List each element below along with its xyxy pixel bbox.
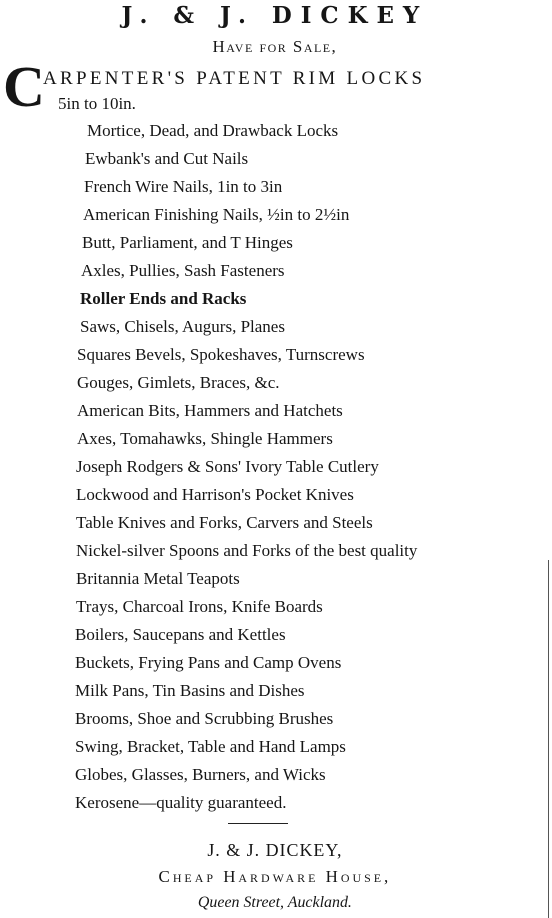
list-item: American Finishing Nails, ½in to 2½in xyxy=(83,205,350,224)
list-item: Saws, Chisels, Augurs, Planes xyxy=(80,317,285,336)
list-item: Butt, Parliament, and T Hinges xyxy=(82,233,293,252)
list-item: Trays, Charcoal Irons, Knife Boards xyxy=(76,597,323,616)
lead-dropcap: C xyxy=(3,54,45,119)
list-item: French Wire Nails, 1in to 3in xyxy=(84,177,283,196)
list-item: Axles, Pullies, Sash Fasteners xyxy=(81,261,285,280)
list-item: Britannia Metal Teapots xyxy=(76,569,240,588)
list-item: Nickel-silver Spoons and Forks of the best quality xyxy=(76,541,418,560)
merchant-name-heading: J. & J. DICKEY xyxy=(121,2,429,29)
list-item: Table Knives and Forks, Carvers and Steels xyxy=(76,513,373,532)
footer-address: Queen Street, Auckland. xyxy=(197,894,352,911)
list-item: Swing, Bracket, Table and Hand Lamps xyxy=(75,737,346,756)
list-item: Brooms, Shoe and Scrubbing Brushes xyxy=(75,709,334,728)
section-divider xyxy=(228,823,288,824)
have-for-sale-subheading: Have for Sale, xyxy=(212,37,338,56)
list-item: Roller Ends and Racks xyxy=(80,289,247,308)
list-item: Axes, Tomahawks, Shingle Hammers xyxy=(77,429,333,448)
column-edge-rule xyxy=(548,560,549,918)
list-item: Squares Bevels, Spokeshaves, Turnscrews xyxy=(77,345,365,364)
list-item: Joseph Rodgers & Sons' Ivory Table Cutlery xyxy=(76,457,379,476)
lead-item-title: ARPENTER'S PATENT RIM LOCKS xyxy=(43,68,426,89)
list-item: Mortice, Dead, and Drawback Locks xyxy=(87,121,339,140)
list-item: Kerosene—quality guaranteed. xyxy=(75,793,287,812)
footer-store-name: Cheap Hardware House, xyxy=(158,867,392,886)
list-item: Boilers, Saucepans and Kettles xyxy=(75,625,286,644)
list-item: Globes, Glasses, Burners, and Wicks xyxy=(75,765,326,784)
footer-merchant-name: J. & J. DICKEY, xyxy=(207,840,343,860)
list-item: Ewbank's and Cut Nails xyxy=(85,149,249,168)
list-item: Buckets, Frying Pans and Camp Ovens xyxy=(75,653,342,672)
list-item: Milk Pans, Tin Basins and Dishes xyxy=(75,681,305,700)
lead-item-size: 5in to 10in. xyxy=(58,94,136,113)
list-item: Lockwood and Harrison's Pocket Knives xyxy=(76,485,354,504)
list-item: Gouges, Gimlets, Braces, &c. xyxy=(77,373,280,392)
list-item: American Bits, Hammers and Hatchets xyxy=(77,401,343,420)
